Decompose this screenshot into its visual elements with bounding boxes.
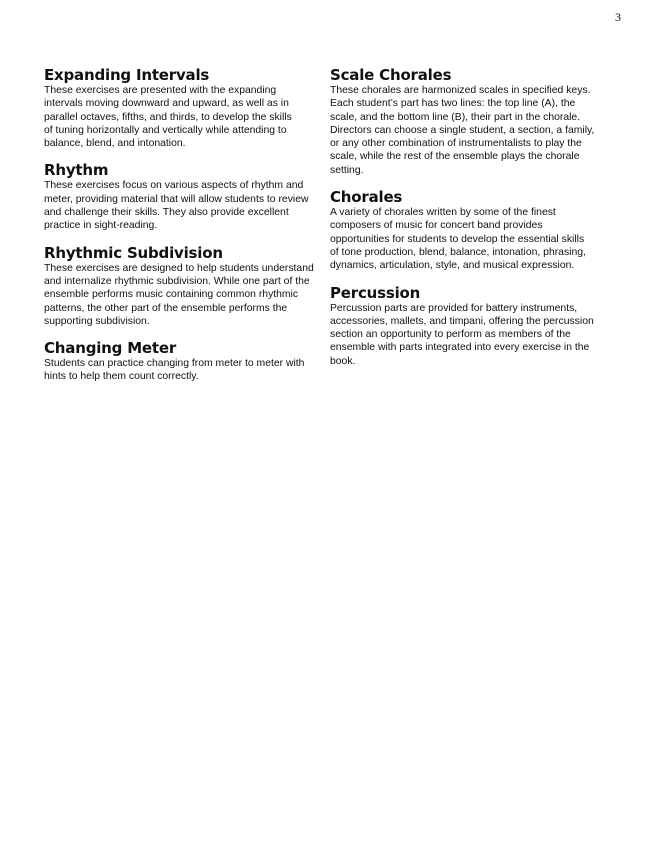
text-line: Percussion parts are provided for battery instruments, [330, 302, 578, 314]
right-column [330, 66, 610, 379]
text-line: These exercises are presented with the expanding [44, 85, 277, 96]
text-line: meter, providing material that will allow students to review [44, 193, 309, 205]
text-line: A variety of chorales written by some of the finest [330, 207, 556, 219]
section-heading: Chorales [330, 188, 403, 207]
text-line: opportunities for students to develop the essential skills [330, 233, 585, 245]
section-rhythmic-subdivision [44, 244, 320, 328]
text-line: accessories, mallets, and timpani, offering the percussion [330, 315, 594, 327]
section-percussion [330, 284, 610, 368]
section-heading: Expanding Intervals [44, 66, 210, 84]
text-line: intervals moving downward and upward, as well as in [44, 98, 289, 110]
section-heading: Rhythmic Subdivision [44, 243, 223, 262]
section-heading: Scale Chorales [330, 66, 452, 84]
text-line: patterns, the other part of the ensemble performs the [44, 302, 288, 314]
text-line: Students can practice changing from meter to meter with [44, 358, 305, 370]
text-line: Each student’s part has two lines: the top line (A), the [330, 98, 576, 110]
text-line: parallel octaves, fifths, and thirds, to develop the skills [44, 111, 292, 123]
section-body [330, 84, 610, 177]
text-line: Directors can choose a single student, a section, a family, [330, 124, 595, 136]
section-heading: Changing Meter [44, 339, 177, 358]
text-line: These exercises focus on various aspects of rhythm and [44, 180, 304, 192]
text-line: ensemble performs music containing common rhythmic [44, 289, 299, 301]
left-column [44, 66, 320, 395]
text-line: hints to help them count correctly. [44, 371, 199, 383]
text-line: ensemble with parts integrated into every exercise in the [330, 342, 590, 354]
text-line: supporting subdivision. [44, 315, 150, 327]
section-body [44, 357, 320, 384]
text-line: of tuning horizontally and vertically while attending to [44, 124, 287, 136]
text-line: and challenge their skills. They also provide excellent [44, 207, 289, 219]
section-changing-meter [44, 339, 320, 384]
text-line: composers of music for concert band provides [330, 220, 543, 232]
text-line: or any other combination of instrumentalists to play the [330, 138, 582, 150]
section-chorales [330, 188, 610, 272]
section-body [330, 206, 610, 272]
text-line: and internalize rhythmic subdivision. While one part of the [44, 275, 310, 287]
text-line: These chorales are harmonized scales in specified keys. [330, 85, 591, 96]
text-line: section an opportunity to perform as members of the [330, 329, 571, 341]
text-line: book. [330, 355, 356, 367]
section-scale-chorales [330, 66, 610, 177]
text-line: practice in sight-reading. [44, 220, 158, 232]
text-line: setting. [330, 164, 364, 176]
page-number: 3 [615, 10, 621, 24]
section-body [44, 179, 320, 232]
text-line: These exercises are designed to help students understand [44, 262, 314, 274]
text-line: dynamics, articulation, style, and musical expression. [330, 260, 575, 272]
text-line: scale, and the bottom line (B), their part in the chorale. [330, 111, 581, 123]
text-line: balance, blend, and intonation. [44, 138, 186, 150]
section-rhythm [44, 161, 320, 232]
section-expanding-intervals [44, 66, 320, 150]
text-line: of tone production, blend, balance, intonation, phrasing, [330, 246, 586, 258]
section-body [44, 262, 320, 328]
section-body [330, 302, 610, 368]
section-body [44, 84, 320, 150]
section-heading: Percussion [330, 283, 421, 302]
text-line: scale, while the rest of the ensemble plays the chorale [330, 151, 580, 163]
section-heading: Rhythm [44, 161, 109, 180]
